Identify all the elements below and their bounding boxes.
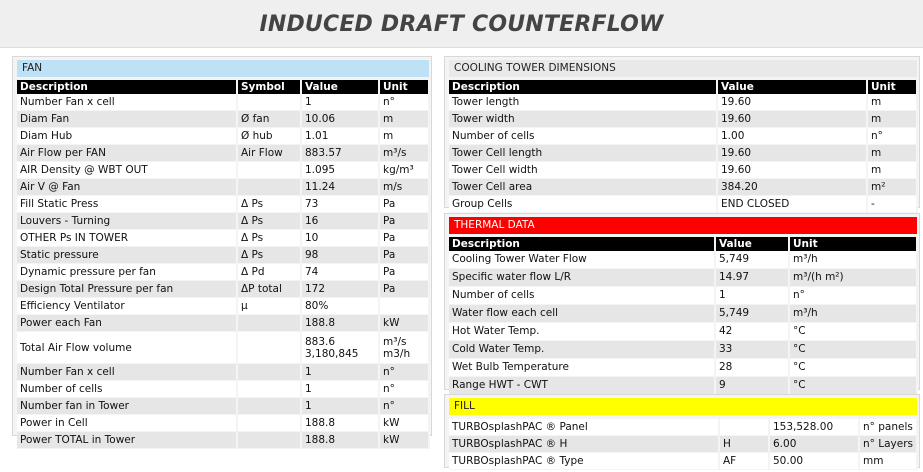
fan-cell: kg/m³ (379, 162, 429, 179)
dimensions-row (449, 128, 917, 145)
fan-cell (379, 298, 429, 315)
dimensions-cell: END CLOSED (717, 196, 867, 213)
fan-cell: Ø fan (237, 111, 301, 128)
dimensions-cell: Tower width (449, 111, 717, 128)
thermal-cell: m³/h (789, 251, 917, 269)
thermal-cell: 42 (715, 323, 789, 341)
dimensions-panel-header: COOLING TOWER DIMENSIONS (449, 60, 917, 77)
fill-panel (444, 394, 920, 468)
dimensions-row (449, 179, 917, 196)
fan-col-header: Value (301, 80, 379, 94)
fan-cell: Number Fan x cell (17, 94, 237, 111)
thermal-row (449, 305, 917, 323)
thermal-col-header: Description (449, 237, 715, 251)
thermal-cell: 5,749 (715, 251, 789, 269)
dimensions-cell: m (867, 145, 917, 162)
dimensions-cell: m (867, 94, 917, 111)
dimensions-cell: - (867, 196, 917, 213)
fan-row (17, 381, 429, 398)
fan-cell: 188.8 (301, 315, 379, 332)
fan-cell: Pa (379, 196, 429, 213)
fan-cell: 1 (301, 364, 379, 381)
fan-row (17, 332, 429, 364)
fan-cell: Air V @ Fan (17, 179, 237, 196)
fan-row (17, 111, 429, 128)
fan-cell: Louvers - Turning (17, 213, 237, 230)
fan-cell (237, 94, 301, 111)
fan-cell: m (379, 111, 429, 128)
fan-cell: Pa (379, 230, 429, 247)
dimensions-col-header: Unit (867, 80, 917, 94)
fan-cell (237, 162, 301, 179)
fan-cell: 1.01 (301, 128, 379, 145)
dimensions-cell: 19.60 (717, 162, 867, 179)
fan-cell: Design Total Pressure per fan (17, 281, 237, 298)
dimensions-cell: m (867, 162, 917, 179)
dimensions-row (449, 111, 917, 128)
thermal-cell: m³/(h m²) (789, 269, 917, 287)
dimensions-cell: m (867, 111, 917, 128)
fan-cell: 1 (301, 381, 379, 398)
fan-cell: Static pressure (17, 247, 237, 264)
thermal-cell: Hot Water Temp. (449, 323, 715, 341)
dimensions-col-header: Value (717, 80, 867, 94)
thermal-col-header: Value (715, 237, 789, 251)
thermal-cell: 5,749 (715, 305, 789, 323)
thermal-cell: Range HWT - CWT (449, 377, 715, 395)
fan-cell: kW (379, 415, 429, 432)
thermal-cell: Wet Bulb Temperature (449, 359, 715, 377)
thermal-cell: 33 (715, 341, 789, 359)
fan-cell: 1 (301, 398, 379, 415)
fan-cell: 883.6 3,180,845 (301, 332, 379, 364)
fan-row (17, 264, 429, 281)
dimensions-cell: Tower Cell width (449, 162, 717, 179)
fan-cell: n° (379, 381, 429, 398)
thermal-table (449, 237, 918, 395)
fan-cell: n° (379, 364, 429, 381)
fill-cell: n° panels (859, 419, 917, 436)
fan-row (17, 298, 429, 315)
title-bar (0, 0, 923, 48)
dimensions-row (449, 145, 917, 162)
fan-cell: Pa (379, 213, 429, 230)
fan-cell: 10 (301, 230, 379, 247)
thermal-cell: Specific water flow L/R (449, 269, 715, 287)
fan-row (17, 213, 429, 230)
fan-cell: n° (379, 94, 429, 111)
thermal-cell: 1 (715, 287, 789, 305)
dimensions-cell: 384.20 (717, 179, 867, 196)
fill-cell: 50.00 (769, 453, 859, 470)
thermal-cell: °C (789, 341, 917, 359)
fan-cell: Power TOTAL in Tower (17, 432, 237, 449)
fan-cell (237, 398, 301, 415)
fan-row (17, 128, 429, 145)
dimensions-table (449, 80, 918, 213)
fan-cell: Δ Ps (237, 230, 301, 247)
thermal-cell: Cold Water Temp. (449, 341, 715, 359)
fill-cell: 153,528.00 (769, 419, 859, 436)
fan-cell: Δ Pd (237, 264, 301, 281)
thermal-panel-header: THERMAL DATA (449, 217, 917, 234)
fill-cell: mm (859, 453, 917, 470)
fan-cell: 188.8 (301, 432, 379, 449)
fan-panel-header: FAN (17, 60, 429, 77)
fan-cell (237, 415, 301, 432)
thermal-cell: Water flow each cell (449, 305, 715, 323)
fill-cell: n° Layers (859, 436, 917, 453)
page-title: INDUCED DRAFT COUNTERFLOW (259, 12, 664, 37)
fan-row (17, 94, 429, 111)
dimensions-row (449, 162, 917, 179)
fan-row (17, 145, 429, 162)
fill-row (449, 436, 917, 453)
fill-cell: TURBOsplashPAC ® Panel (449, 419, 719, 436)
fan-cell (237, 381, 301, 398)
fan-cell: m (379, 128, 429, 145)
fan-row (17, 247, 429, 264)
dimensions-col-header: Description (449, 80, 717, 94)
dimensions-cell: 19.60 (717, 111, 867, 128)
thermal-row (449, 341, 917, 359)
dimensions-cell: 19.60 (717, 94, 867, 111)
fan-cell: Air Flow (237, 145, 301, 162)
fan-cell: 1.095 (301, 162, 379, 179)
fan-row (17, 230, 429, 247)
fan-cell: Number fan in Tower (17, 398, 237, 415)
thermal-cell: m³/h (789, 305, 917, 323)
fan-cell: AIR Density @ WBT OUT (17, 162, 237, 179)
dimensions-cell: 1.00 (717, 128, 867, 145)
fan-cell: 11.24 (301, 179, 379, 196)
fan-cell: Number Fan x cell (17, 364, 237, 381)
fan-cell: Ø hub (237, 128, 301, 145)
fan-cell (237, 364, 301, 381)
fill-cell: H (719, 436, 769, 453)
fan-cell (237, 332, 301, 364)
dimensions-cell: 19.60 (717, 145, 867, 162)
fan-cell: 172 (301, 281, 379, 298)
thermal-col-header: Unit (789, 237, 917, 251)
fan-cell: 883.57 (301, 145, 379, 162)
fan-cell: Efficiency Ventilator (17, 298, 237, 315)
fan-cell: 10.06 (301, 111, 379, 128)
thermal-row (449, 251, 917, 269)
fan-cell: 188.8 (301, 415, 379, 432)
fan-cell: Dynamic pressure per fan (17, 264, 237, 281)
fan-cell: 1 (301, 94, 379, 111)
fan-cell: n° (379, 398, 429, 415)
fill-panel-header: FILL (449, 398, 917, 415)
fan-row (17, 364, 429, 381)
thermal-cell: °C (789, 323, 917, 341)
thermal-row (449, 287, 917, 305)
thermal-cell: 28 (715, 359, 789, 377)
fan-row (17, 315, 429, 332)
thermal-row (449, 359, 917, 377)
dimensions-cell: n° (867, 128, 917, 145)
fan-cell: ΔP total (237, 281, 301, 298)
fan-cell: Air Flow per FAN (17, 145, 237, 162)
fan-table (17, 80, 430, 449)
fan-row (17, 432, 429, 449)
dimensions-cell: Tower Cell length (449, 145, 717, 162)
fan-panel (12, 56, 432, 446)
fan-cell: Δ Ps (237, 213, 301, 230)
fan-cell: Power in Cell (17, 415, 237, 432)
fill-row (449, 419, 917, 436)
fan-cell: m³/s m3/h (379, 332, 429, 364)
dimensions-cell: m² (867, 179, 917, 196)
fan-cell: 74 (301, 264, 379, 281)
thermal-panel (444, 213, 920, 390)
dimensions-cell: Number of cells (449, 128, 717, 145)
thermal-cell: °C (789, 377, 917, 395)
fan-row (17, 281, 429, 298)
fan-cell (237, 315, 301, 332)
thermal-cell: 9 (715, 377, 789, 395)
fan-cell: OTHER Ps IN TOWER (17, 230, 237, 247)
fan-row (17, 415, 429, 432)
dimensions-panel (444, 56, 920, 208)
fan-cell: 73 (301, 196, 379, 213)
dimensions-row (449, 196, 917, 213)
fan-row (17, 179, 429, 196)
dimensions-row (449, 94, 917, 111)
thermal-row (449, 377, 917, 395)
fill-cell: TURBOsplashPAC ® H (449, 436, 719, 453)
fan-cell: 98 (301, 247, 379, 264)
fan-cell: m³/s (379, 145, 429, 162)
fan-cell: kW (379, 315, 429, 332)
fan-cell: Δ Ps (237, 247, 301, 264)
thermal-cell: Number of cells (449, 287, 715, 305)
fan-cell (237, 432, 301, 449)
thermal-row (449, 323, 917, 341)
fan-cell (237, 179, 301, 196)
fan-cell: Fill Static Press (17, 196, 237, 213)
fan-col-header: Symbol (237, 80, 301, 94)
fan-cell: Pa (379, 264, 429, 281)
fill-table (449, 419, 918, 470)
fan-row (17, 162, 429, 179)
fan-cell: Power each Fan (17, 315, 237, 332)
thermal-cell: Cooling Tower Water Flow (449, 251, 715, 269)
fan-row (17, 398, 429, 415)
fan-cell: kW (379, 432, 429, 449)
fan-cell: μ (237, 298, 301, 315)
thermal-cell: 14.97 (715, 269, 789, 287)
dimensions-cell: Tower Cell area (449, 179, 717, 196)
dimensions-cell: Group Cells (449, 196, 717, 213)
fan-cell: m/s (379, 179, 429, 196)
fill-cell: TURBOsplashPAC ® Type (449, 453, 719, 470)
fill-cell (719, 419, 769, 436)
fill-cell: 6.00 (769, 436, 859, 453)
fan-cell: Diam Hub (17, 128, 237, 145)
fan-cell: Number of cells (17, 381, 237, 398)
thermal-cell: °C (789, 359, 917, 377)
dimensions-cell: Tower length (449, 94, 717, 111)
fan-cell: 16 (301, 213, 379, 230)
fan-cell: Diam Fan (17, 111, 237, 128)
thermal-row (449, 269, 917, 287)
thermal-cell: n° (789, 287, 917, 305)
fan-cell: 80% (301, 298, 379, 315)
fan-cell: Total Air Flow volume (17, 332, 237, 364)
fan-cell: Pa (379, 247, 429, 264)
fill-cell: AF (719, 453, 769, 470)
fan-col-header: Unit (379, 80, 429, 94)
fan-row (17, 196, 429, 213)
fan-cell: Δ Ps (237, 196, 301, 213)
fan-col-header: Description (17, 80, 237, 94)
fill-row (449, 453, 917, 470)
fan-cell: Pa (379, 281, 429, 298)
